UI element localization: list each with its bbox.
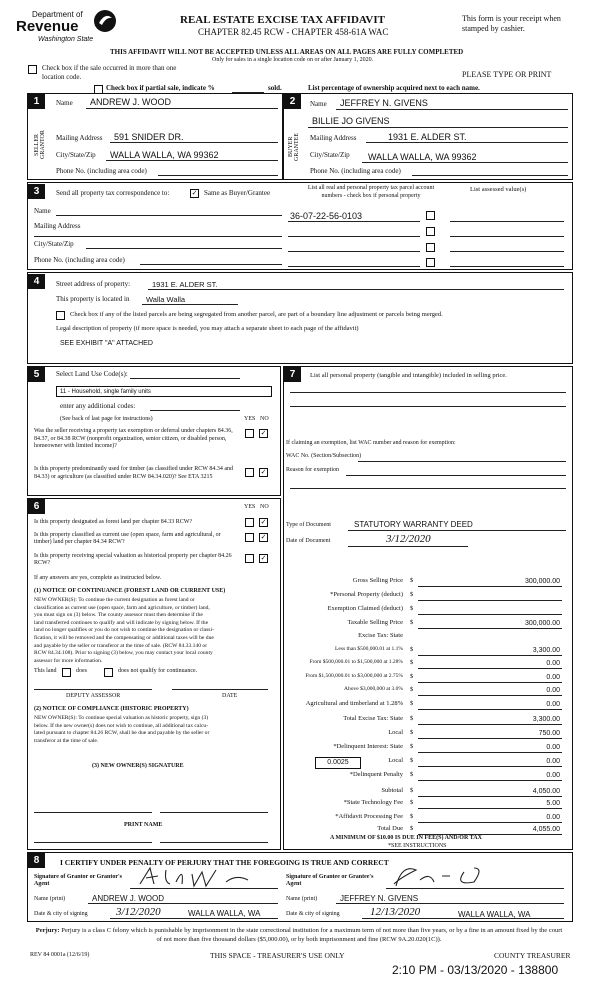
corr-mail-line — [34, 236, 282, 237]
notice-continuance-line: land transferred continues to qualify and will indicate by signing below. If the — [34, 619, 209, 626]
local-rate[interactable]: 0.0025 — [315, 757, 361, 769]
tax-row-value[interactable]: 0.00 — [546, 687, 560, 694]
land-not-qualify-checkbox[interactable] — [104, 668, 113, 677]
tax-row-currency: $ — [410, 659, 414, 666]
section-6-number: 6 — [28, 499, 45, 514]
tax-row-value[interactable]: 0.00 — [546, 814, 560, 821]
grantor-date-line — [110, 918, 278, 919]
tax-row-label: From $500,000.01 to $1,500,000 at 1.28% — [309, 659, 403, 665]
located-city[interactable]: Walla Walla — [146, 295, 186, 304]
certify-statement: I CERTIFY UNDER PENALTY OF PERJURY THAT THE FOREGOING IS TRUE AND CORRECT — [60, 858, 389, 867]
grantor-sign-date[interactable]: 3/12/2020 — [116, 906, 161, 918]
assessed-line-4 — [450, 266, 564, 267]
see-instructions-note: *SEE INSTRUCTIONS — [388, 843, 447, 849]
if-yes-note: If any answers are yes, complete as instructed below. — [34, 575, 162, 581]
tax-row-label: *Affidavit Processing Fee — [335, 813, 403, 820]
notice-continuance-line: fication, it will be removed and the compensating or additional taxes will be due — [34, 634, 214, 641]
notice-continuance-text — [34, 597, 214, 665]
see-back-note: (See back of last page for instructions) — [60, 416, 153, 422]
form-chapter: CHAPTER 82.45 RCW - CHAPTER 458-61A WAC — [198, 27, 389, 37]
segregated-label: Check box if any of the listed parcels are being segregated from another parcel, are part of a boundary line adjustment or parcels being merged. — [70, 311, 443, 318]
multi-location-label: Check box if the sale occurred in more than one location code. — [42, 64, 177, 81]
no-header-6: NO — [260, 504, 269, 510]
personal-property-checkbox-4[interactable] — [426, 258, 435, 267]
seller-name-label: Name — [56, 99, 73, 107]
tax-row-label: Above $3,000,000 at 3.0% — [344, 686, 403, 692]
print-name-label: PRINT NAME — [124, 822, 163, 828]
tax-row-currency: $ — [410, 715, 414, 722]
wac-label: WAC No. (Section/Subsection) — [286, 453, 362, 459]
notice-compliance-line: NEW OWNER(S): To continue special valuation as historic property, sign (3) — [34, 715, 209, 721]
reason-line-1 — [346, 475, 566, 476]
personal-property-checkbox-3[interactable] — [426, 243, 435, 252]
deputy-date-label: DATE — [222, 693, 238, 699]
seller-name-line — [86, 108, 278, 109]
additional-codes-label: enter any additional codes: — [60, 402, 136, 410]
treasurer-stamp: 2:10 PM - 03/13/2020 - 138800 — [392, 963, 559, 977]
grantor-sign-city[interactable]: WALLA WALLA, WA — [188, 909, 261, 918]
notice-compliance-title: (2) NOTICE OF COMPLIANCE (HISTORIC PROPERTY) — [34, 706, 189, 712]
tax-row-currency: $ — [410, 591, 414, 598]
list-pct-note: List percentage of ownership acquired next to each name. — [308, 84, 480, 92]
does-label: does — [76, 668, 87, 674]
seller-mail-line — [110, 142, 278, 143]
forest-yes-checkbox[interactable] — [245, 518, 254, 527]
partial-sale-label: Check box if partial sale, indicate % — [106, 84, 215, 92]
parcel-line-4 — [288, 266, 420, 267]
notice-continuance-line: land no longer qualifies or you do not wish to continue the designation or classi- — [34, 627, 214, 634]
q1-yes-checkbox[interactable] — [245, 429, 254, 438]
assessed-line-3 — [450, 251, 564, 252]
tax-row-value[interactable]: 4,055.00 — [532, 826, 560, 833]
new-owner-sig-line-2 — [160, 812, 268, 813]
personal-line-2 — [290, 406, 566, 407]
notice-compliance-line: below. If the new owner(s) does not wish to continue, all additional tax calcu- — [34, 722, 209, 729]
no-header-5: NO — [260, 416, 269, 422]
reason-label: Reason for exemption — [286, 467, 339, 473]
grantee-signature[interactable] — [390, 862, 510, 890]
tax-row-line — [418, 600, 562, 601]
section-3-number: 3 — [28, 184, 45, 199]
form-revision: REV 84 0001a (12/6/19) — [30, 952, 90, 958]
state-label: Washington State — [38, 36, 94, 43]
buyer-mail-label: Mailing Address — [310, 134, 357, 142]
q1-no-checkbox[interactable]: ✓ — [260, 429, 267, 437]
tax-row-value[interactable]: 3,300.00 — [532, 647, 560, 654]
buyer-mail-line — [366, 142, 568, 143]
dept-label: Department of — [32, 10, 83, 19]
tax-row-line — [418, 738, 562, 739]
same-as-buyer-checkbox[interactable]: ✓ — [191, 189, 198, 197]
street-line — [148, 289, 564, 290]
tax-row-line — [418, 655, 562, 656]
buyer-phone-label: Phone No. (including area code) — [310, 167, 401, 175]
seller-name[interactable]: ANDREW J. WOOD — [90, 97, 171, 107]
corr-name-label: Name — [34, 207, 51, 215]
wac-line — [358, 461, 566, 462]
buyer-city[interactable]: WALLA WALLA, WA 99362 — [368, 152, 477, 162]
located-line — [142, 304, 238, 305]
timber-question: Is this property predominantly used for timber (as classified under RCW 84.34 and 84.33) or agriculture (as classified under RCW 84.34.020)? See ETA 3215 — [34, 466, 234, 480]
grantor-signature-label: Signature of Grantor or Grantor's Agent — [34, 874, 122, 887]
tax-row-currency: $ — [410, 605, 414, 612]
tax-row-value[interactable]: 750.00 — [538, 730, 560, 737]
yes-header-6: YES — [244, 504, 256, 510]
treasurer-space-label: THIS SPACE - TREASURER'S USE ONLY — [210, 951, 345, 960]
dor-logo-icon — [92, 8, 118, 34]
seller-mail[interactable]: 591 SNIDER DR. — [114, 132, 184, 142]
this-land-label: This land — [34, 668, 57, 674]
current-use-yes-checkbox[interactable] — [245, 533, 254, 542]
notice-continuance-line: RCW 84.34.108). Prior to signing (3) below, you may contact your local county — [34, 650, 213, 657]
doc-type-line — [348, 530, 566, 531]
tax-row-line — [418, 766, 562, 767]
seller-city-label: City/State/Zip — [56, 151, 96, 159]
tax-row-currency: $ — [410, 825, 414, 832]
grantee-sign-date[interactable]: 12/13/2020 — [370, 906, 421, 918]
buyer-side-label: BUYER GRANTEE — [288, 133, 300, 161]
notice-continuance-line: classification as current use (open space, farm and agriculture, or timber) land, — [34, 604, 210, 611]
only-for-note: Only for sales in a single location code on or after January 1, 2020. — [212, 57, 374, 63]
tax-row-label: Local — [388, 729, 403, 736]
seller-phone-label: Phone No. (including area code) — [56, 167, 147, 175]
send-correspondence-label: Send all property tax correspondence to: — [56, 189, 170, 197]
tax-row-value[interactable]: 5.00 — [546, 800, 560, 807]
segregated-checkbox[interactable] — [56, 311, 65, 320]
personal-property-checkbox-1[interactable] — [426, 211, 435, 220]
buyer-phone-line — [412, 175, 568, 176]
historic-question: Is this property receiving special valuation as historical property per chapter 84.26 RCW? — [34, 553, 232, 566]
personal-property-checkbox-2[interactable] — [426, 227, 435, 236]
deputy-assessor-label: DEPUTY ASSESSOR — [66, 693, 121, 699]
corr-phone-label: Phone No. (including area code) — [34, 256, 125, 264]
buyer-mail[interactable]: 1931 E. ALDER ST. — [388, 132, 467, 142]
perjury-label: Perjury: — [35, 927, 60, 934]
tax-row-label: *Delinquent Penalty — [349, 771, 403, 778]
corr-city-line — [86, 248, 282, 249]
tax-row-value[interactable]: 0.00 — [546, 660, 560, 667]
historic-no-checkbox[interactable]: ✓ — [260, 554, 267, 562]
print-name-line-2 — [160, 842, 268, 843]
tax-row-label: Taxable Selling Price — [347, 619, 403, 626]
grantee-sig-line — [386, 888, 564, 889]
tax-row-currency: $ — [410, 757, 414, 764]
new-owner-sig-line-1 — [34, 812, 152, 813]
corr-phone-line — [140, 264, 282, 265]
tax-row-label: Gross Selling Price — [352, 577, 403, 584]
seller-city-line — [106, 160, 278, 161]
land-use-line — [130, 378, 240, 379]
tax-row-value[interactable]: 3,300.00 — [532, 716, 560, 723]
county-treasurer-label: COUNTY TREASURER — [494, 951, 571, 960]
tax-row-label: *Delinquent Interest: State — [333, 743, 403, 750]
tax-row-currency: $ — [410, 686, 414, 693]
buyer-city-line — [362, 162, 568, 163]
located-label: This property is located in — [56, 295, 130, 303]
grantor-name-print-label: Name (print) — [34, 896, 66, 902]
grantee-print-line — [336, 903, 564, 904]
tax-row-label: Agricultural and timberland at 1.28% — [305, 700, 403, 707]
section-1-number: 1 — [28, 94, 45, 109]
corr-name-line — [56, 215, 282, 216]
tax-row-line — [418, 586, 562, 587]
tax-row-line — [418, 682, 562, 683]
tax-row-currency: $ — [410, 619, 414, 626]
notice-compliance-line: lated pursuant to chapter 84.26 RCW, shall be due and payable by the seller or — [34, 730, 210, 737]
tax-row-label: Exemption Claimed (deduct) — [327, 605, 403, 612]
minimum-due-note: A MINIMUM OF $10.00 IS DUE IN FEE(S) AND/OR TAX — [330, 835, 482, 841]
tax-row-currency: $ — [410, 700, 414, 707]
seller-city[interactable]: WALLA WALLA, WA 99362 — [110, 150, 219, 160]
grantee-print-name[interactable]: JEFFREY N. GIVENS — [340, 894, 419, 903]
print-name-line-1 — [34, 842, 152, 843]
tax-row-value[interactable]: 0.00 — [546, 758, 560, 765]
land-does-checkbox[interactable] — [62, 668, 71, 677]
street-address[interactable]: 1931 E. ALDER ST. — [152, 280, 218, 289]
legal-description[interactable]: SEE EXHIBIT "A" ATTACHED — [60, 340, 153, 347]
tax-row-line — [418, 709, 562, 710]
grantor-print-name[interactable]: ANDREW J. WOOD — [92, 894, 164, 903]
forest-question: Is this property designated as forest land per chapter 84.33 RCW? — [34, 519, 193, 525]
tax-row-value[interactable]: 300,000.00 — [524, 620, 560, 627]
tax-row-currency: $ — [410, 673, 414, 680]
form-title: REAL ESTATE EXCISE TAX AFFIDAVIT — [180, 14, 385, 26]
tax-row-currency: $ — [410, 771, 414, 778]
multi-location-checkbox[interactable] — [28, 65, 37, 74]
tax-row-label: Excise Tax: State — [358, 632, 403, 639]
tax-row-currency: $ — [410, 646, 414, 653]
tax-row-label: From $1,500,000.01 to $3,000,000 at 2.75% — [305, 673, 403, 679]
tax-row-line — [418, 695, 562, 696]
grantor-print-line — [88, 903, 278, 904]
tax-row-label: Total Excise Tax: State — [343, 715, 403, 722]
tax-row-label: *State Technology Fee — [343, 799, 403, 806]
parcel-line-3 — [288, 251, 420, 252]
tax-row-currency: $ — [410, 729, 414, 736]
q2-no-checkbox[interactable]: ✓ — [260, 468, 267, 476]
notice-continuance-line: you must sign on (3) below. The county assessor must then determine if the — [34, 612, 203, 619]
tax-row-value[interactable]: 0.00 — [546, 772, 560, 779]
historic-yes-checkbox[interactable] — [245, 554, 254, 563]
tax-row-value[interactable]: 0.00 — [546, 701, 560, 708]
doc-type[interactable]: STATUTORY WARRANTY DEED — [354, 520, 473, 529]
notice-compliance-text — [34, 715, 209, 745]
current-use-no-checkbox[interactable]: ✓ — [260, 533, 267, 541]
additional-codes-line — [150, 410, 240, 411]
current-use-question: Is this property classified as current use (open space, farm and agricultural, or timber) land per chapter 84.34 RCW? — [34, 532, 221, 545]
tax-row-label: *Personal Property (deduct) — [330, 591, 403, 598]
grantor-sig-line — [130, 888, 278, 889]
tax-row-currency: $ — [410, 799, 414, 806]
notice-continuance-line: and payable by the seller or transferor at the time of sale. (RCW 84.33.140 or — [34, 642, 208, 649]
section-8-number: 8 — [28, 853, 45, 868]
parcel-line-2 — [288, 236, 420, 237]
tax-row-line — [418, 752, 562, 753]
tax-row-line — [418, 808, 562, 809]
grantee-date-line — [362, 918, 564, 919]
exemption-label: If claiming an exemption, list WAC number and reason for exemption: — [286, 440, 456, 446]
buyer-name-line-1 — [336, 109, 568, 110]
tax-row-value[interactable]: 4,050.00 — [532, 788, 560, 795]
grantee-sign-city[interactable]: WALLA WALLA, WA — [458, 910, 531, 919]
tax-row-currency: $ — [410, 813, 414, 820]
tax-row-label: Less than $500,000.01 at 1.1% — [335, 646, 403, 652]
seller-mail-label: Mailing Address — [56, 134, 103, 142]
deputy-line — [34, 689, 152, 690]
notice-compliance-line: transferor at the time of sale. — [34, 737, 99, 744]
forest-no-checkbox[interactable]: ✓ — [260, 518, 267, 526]
parcel-line-1 — [288, 221, 420, 222]
tax-row-line — [418, 796, 562, 797]
perjury-text: Perjury is a class C felony which is punishable by imprisonment in the state correctional institution for a maximum term of not more than five years, or by a fine in an amount fixed by the court of not more than five thousand dollars ($5,000.00), or by both imprisonment and fine (RCW 9A.20.020(1C)). — [61, 927, 563, 943]
tax-row-line — [418, 668, 562, 669]
sold-label: sold. — [268, 84, 282, 92]
not-qualify-label: does not qualify for continuance. — [118, 668, 198, 674]
buyer-name-2[interactable]: BILLIE JO GIVENS — [312, 116, 390, 126]
section-2-number: 2 — [284, 94, 301, 109]
notice-continuance-line: NEW OWNER(S): To continue the current designation as forest land or — [34, 597, 195, 603]
receipt-note: This form is your receipt when stamped by cashier. — [462, 14, 561, 33]
revenue-logo-text: Revenue — [16, 18, 79, 35]
grantor-date-city-label: Date & city of signing — [34, 911, 88, 917]
deputy-date-line — [172, 689, 268, 690]
tax-row-value[interactable]: 0.00 — [546, 744, 560, 751]
seller-side-label: SELLER GRANTOR — [34, 130, 46, 160]
tax-row-value[interactable]: 300,000.00 — [524, 578, 560, 585]
tax-row-currency: $ — [410, 743, 414, 750]
yes-header-5: YES — [244, 416, 256, 422]
tax-row-line — [418, 628, 562, 629]
section-4-number: 4 — [28, 274, 45, 289]
parcel-header: List all real and personal property tax parcel account numbers - check box if personal property — [307, 185, 435, 199]
buyer-name-line-2 — [308, 127, 568, 128]
warning-text: THIS AFFIDAVIT WILL NOT BE ACCEPTED UNLESS ALL AREAS ON ALL PAGES ARE FULLY COMPLETED — [110, 48, 464, 56]
please-type: PLEASE TYPE OR PRINT — [462, 70, 552, 79]
legal-description-label: Legal description of property (if more space is needed, you may attach a separate sheet to each page of the affidavit) — [56, 325, 359, 332]
buyer-name-label: Name — [310, 100, 327, 108]
doc-date-line — [348, 546, 468, 547]
notice-continuance-line: assessor for more information. — [34, 657, 103, 664]
assessed-line-1 — [450, 221, 564, 222]
section-5-number: 5 — [28, 367, 45, 382]
doc-type-label: Type of Document — [286, 522, 331, 528]
notice-continuance-title: (1) NOTICE OF CONTINUANCE (FOREST LAND OR CURRENT USE) — [34, 588, 226, 594]
tax-row-label: Total Due — [377, 825, 403, 832]
q2-yes-checkbox[interactable] — [245, 468, 254, 477]
tax-row-line — [418, 724, 562, 725]
assessed-line-2 — [450, 236, 564, 237]
exemption-question: Was the seller receiving a property tax exemption or deferral under chapters 84.36, 84.37, or 84.38 RCW (nonprofit organization, senior citizen, or disabled person, homeowner with limited income)? — [34, 428, 233, 449]
tax-row-label: Local — [388, 757, 403, 764]
grantee-name-print-label: Name (print) — [286, 896, 318, 902]
buyer-name-1[interactable]: JEFFREY N. GIVENS — [340, 98, 428, 108]
tax-row-currency: $ — [410, 787, 414, 794]
personal-property-label: List all personal property (tangible and intangible) included in selling price. — [310, 372, 507, 379]
street-label: Street address of property: — [56, 280, 131, 288]
parcel-number[interactable]: 36-07-22-56-0103 — [290, 211, 363, 221]
tax-row-line — [418, 614, 562, 615]
buyer-city-label: City/State/Zip — [310, 151, 350, 159]
reason-line-2 — [290, 488, 566, 489]
section-7-number: 7 — [284, 367, 301, 382]
land-use-code[interactable]: 11 - Household, single family units — [56, 386, 272, 397]
same-as-buyer-label: Same as Buyer/Grantee — [204, 189, 271, 197]
assessed-header: List assessed value(s) — [470, 186, 527, 193]
doc-date-label: Date of Document — [286, 538, 331, 544]
grantor-signature[interactable] — [136, 864, 266, 890]
corr-city-label: City/State/Zip — [34, 240, 74, 248]
new-owner-signature-label: (3) NEW OWNER(S) SIGNATURE — [92, 763, 184, 769]
doc-date[interactable]: 3/12/2020 — [386, 533, 431, 545]
corr-mail-label: Mailing Address — [34, 222, 81, 230]
grantee-date-city-label: Date & city of signing — [286, 911, 340, 917]
tax-row-value[interactable]: 0.00 — [546, 674, 560, 681]
personal-line-1 — [290, 392, 566, 393]
land-use-label: Select Land Use Code(s): — [56, 370, 128, 378]
seller-phone-line — [158, 175, 278, 176]
tax-row-line — [418, 822, 562, 823]
perjury-note — [34, 926, 564, 944]
tax-row-label: Subtotal — [381, 787, 403, 794]
tax-row-currency: $ — [410, 577, 414, 584]
tax-row-line — [418, 780, 562, 781]
grantee-signature-label: Signature of Grantee or Grantee's Agent — [286, 874, 374, 887]
